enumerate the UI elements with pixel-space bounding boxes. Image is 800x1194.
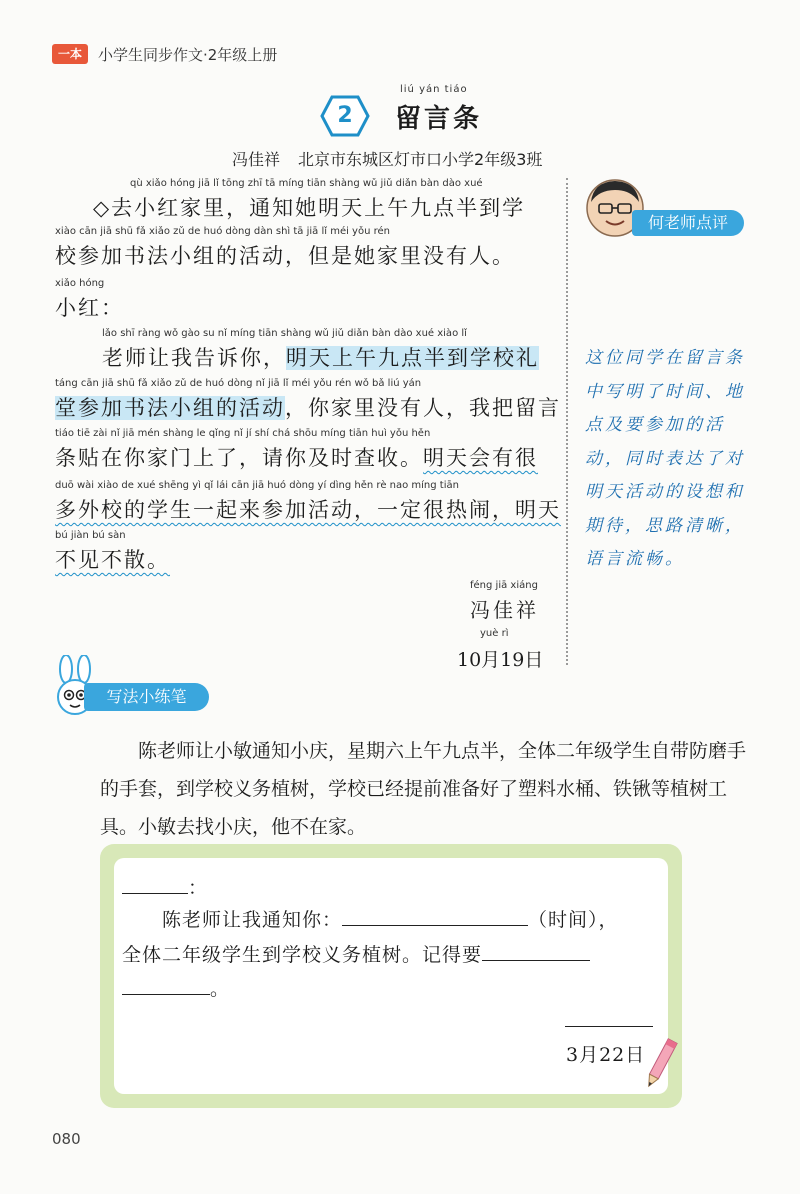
name-blank[interactable] [122,893,188,894]
school-name: 北京市东城区灯市口小学2年级3班 [298,150,543,169]
underlined-segment: 明天会有很 [423,446,538,470]
time-blank[interactable] [342,925,528,926]
signature: 冯佳祥 [470,598,539,622]
comment-label: 何老师点评 [632,210,744,236]
page-number: 080 [52,1130,81,1148]
card-line [162,905,619,932]
card-line [122,940,590,967]
pinyin-line: xiào cān jiā shū fǎ xiǎo zǔ de huó dòng dàn shì tā jiā lǐ méi yǒu rén [55,226,390,237]
pencil-icon [640,1036,680,1094]
page-title: 留言条 [395,104,483,134]
colon-text: ： [188,877,209,899]
pinyin-line: qù xiǎo hóng jiā lǐ tōng zhī tā míng tiān shàng wǔ jiǔ diǎn bàn dào xué [130,178,483,189]
lesson-number-badge [320,95,370,137]
card-text: （时间）， [528,909,619,931]
date-pinyin: yuè rì [480,628,509,639]
pinyin-line: duō wài xiào de xué shēng yì qǐ lái cān jiā huó dòng yí dìng hěn rè nao míng tiān [55,480,459,491]
essay-line [55,442,538,472]
essay-line [102,342,539,372]
essay-line: 多外校的学生一起来参加活动，一定很热闹，明天 [55,498,561,522]
signature-pinyin: féng jiā xiáng [470,580,538,591]
reminder-blank[interactable] [482,960,590,961]
essay-date: 10月19日 [457,649,544,671]
essay-line: ◇去小红家里，通知她明天上午九点半到学 [93,196,526,220]
essay-segment: ，你家里没有人，我把留言 [285,396,561,420]
essay-line: 不见不散。 [55,548,170,572]
column-divider [566,178,568,665]
pinyin-line: bú jiàn bú sàn [55,530,126,541]
series-title: 小学生同步作文·2年级上册 [98,46,278,64]
pinyin-line: táng cān jiā shū fǎ xiǎo zǔ de huó dòng nǐ jiā lǐ méi yǒu rén wǒ bǎ liú yán [55,378,422,389]
highlighted-segment: 堂参加书法小组的活动 [55,396,285,420]
card-text: 陈老师让我通知你： [162,909,343,931]
essay-segment: 条贴在你家门上了，请你及时查收。 [55,446,423,470]
card-text: 。 [210,978,231,1000]
card-text: 全体二年级学生到学校义务植树。记得要 [122,944,483,966]
teacher-comment: 这位同学在留言条中写明了时间、地点及要参加的活动，同时表达了对明天活动的设想和期待，思路清晰，语言流畅。 [585,348,745,569]
essay-segment: 老师让我告诉你， [102,346,286,370]
pinyin-line: lǎo shī ràng wǒ gào su nǐ míng tiān shàng wǔ jiǔ diǎn bàn dào xué xiào lǐ [102,328,467,339]
lesson-number: 2 [337,103,353,128]
pinyin-line: tiáo tiē zài nǐ jiā mén shàng le qǐng nǐ jí shí chá shōu míng tiān huì yǒu hěn [55,428,431,439]
essay-line: 校参加书法小组的活动，但是她家里没有人。 [55,244,515,268]
card-date: 3月22日 [566,1044,646,1066]
brand-badge: 一本 [52,44,88,64]
practice-label: 写法小练笔 [84,683,209,711]
author-name: 冯佳祥 [232,150,281,169]
salutation: 小红： [55,296,124,320]
highlighted-segment: 明天上午九点半到学校礼 [286,346,539,370]
salutation-line [122,873,208,900]
reminder-blank-cont[interactable] [122,994,210,995]
title-pinyin: liú yán tiáo [400,84,468,95]
signature-blank[interactable] [565,1010,653,1027]
card-line [122,974,230,1001]
pinyin-line: xiǎo hóng [55,278,105,289]
essay-line [55,392,561,422]
byline [232,147,542,170]
practice-task: 陈老师让小敏通知小庆，星期六上午九点半，全体二年级学生自带防磨手的手套，到学校义务植树，学校已经提前准备好了塑料水桶、铁锹等植树工具。小敏去找小庆，他不在家。 [100,740,747,838]
